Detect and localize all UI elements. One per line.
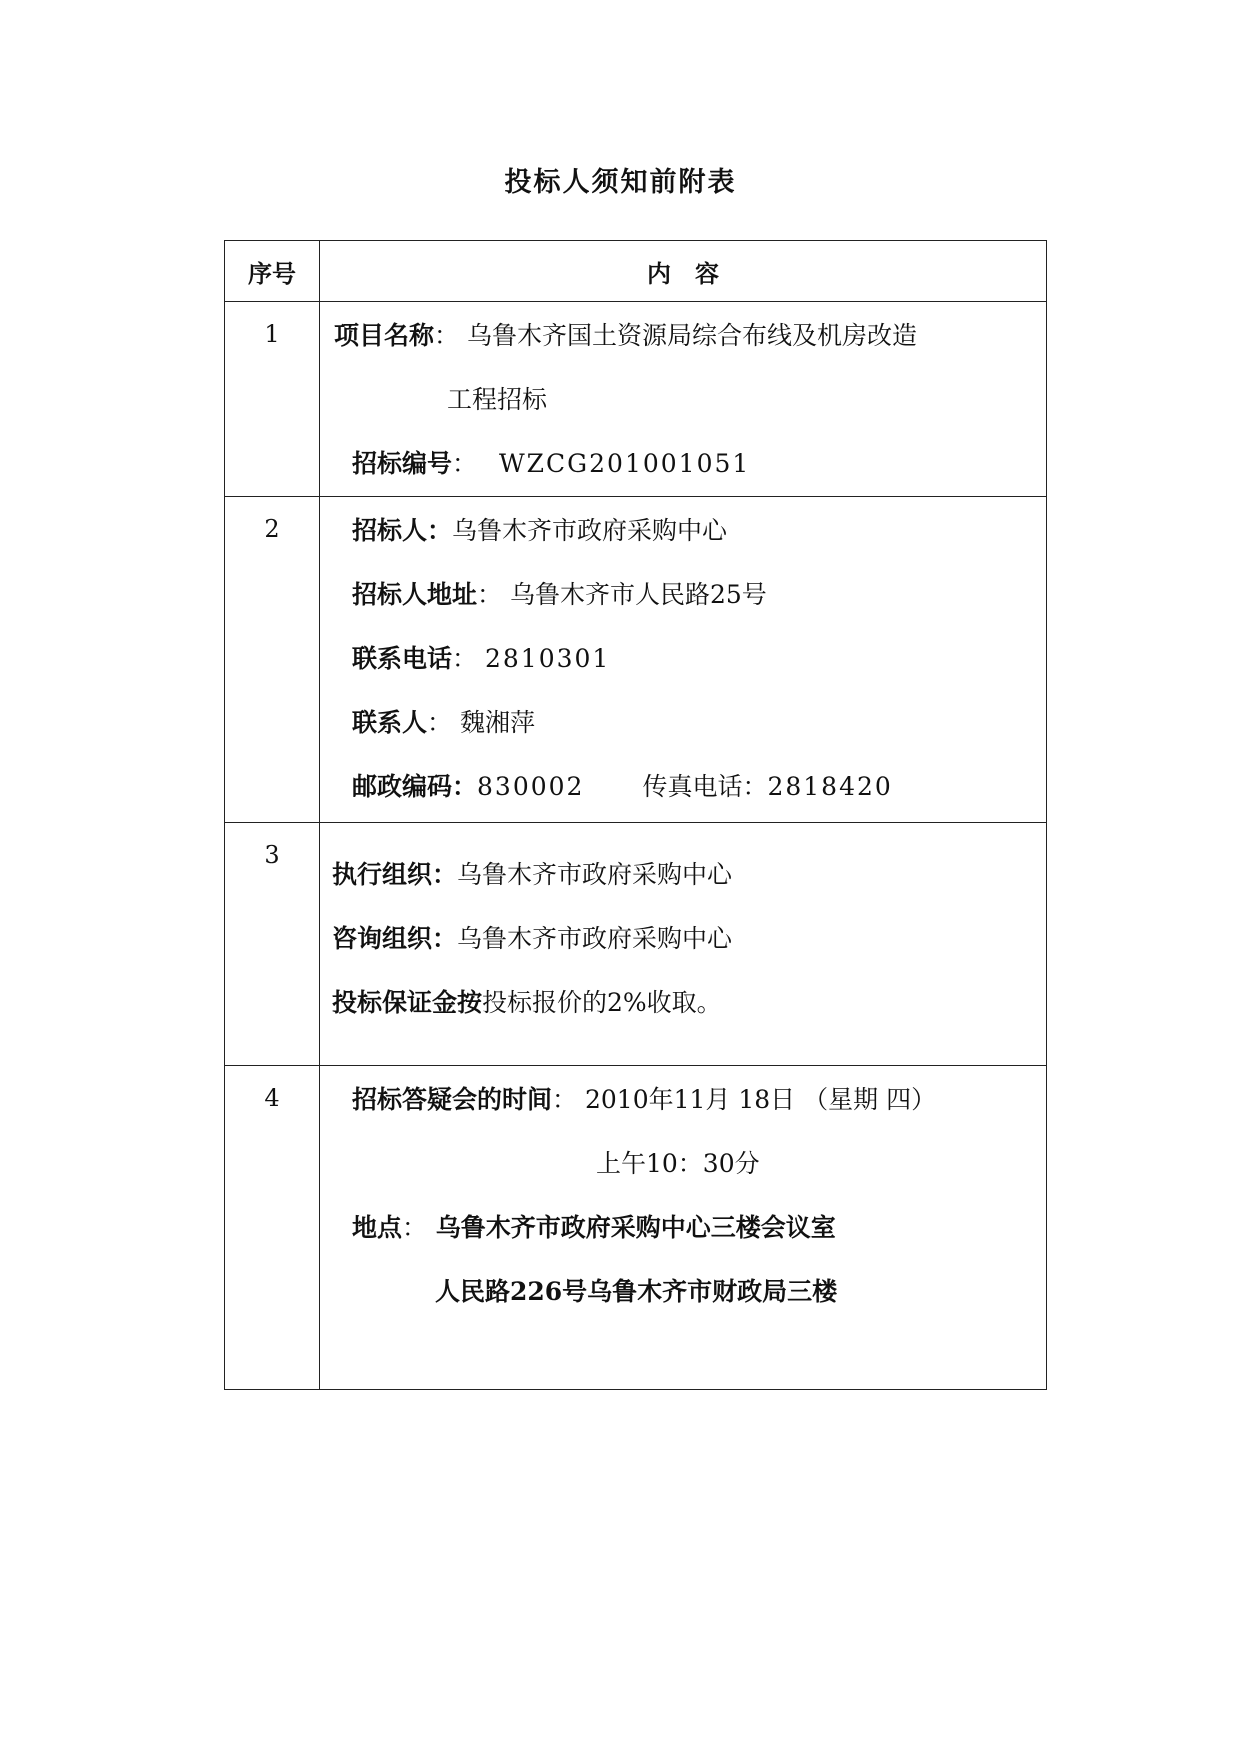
row-number: 1 [264,320,280,349]
project-name-line: 项目名称： 乌鲁木齐国土资源局综合布线及机房改造 [334,321,917,351]
phone-line: 联系电话： 2810301 [352,644,611,674]
tender-no-line: 招标编号： WZCG201001051 [352,449,751,479]
tender-info-table [224,240,1047,1390]
table-row [225,822,1047,1065]
phone-label: 联系电话 [352,644,453,674]
tenderer-label: 招标人： [352,516,453,546]
row-number: 2 [264,515,280,544]
table-row [225,302,1047,497]
postcode-fax-line [320,755,1046,819]
fax-label: 传真电话： [642,772,768,802]
postcode-value: 830002 [477,772,585,802]
address-label: 招标人地址 [352,580,478,610]
address-value: 乌鲁木齐市人民路25号 [509,580,767,610]
deposit-value: 投标报价的2%收取。 [482,987,722,1017]
place-line: 地点： 乌鲁木齐市政府采购中心三楼会议室 [352,1213,836,1243]
deposit-line [320,971,1046,1035]
table-header-row [225,241,1047,302]
qa-time-label: 招标答疑会的时间 [352,1085,553,1115]
exec-label: 执行组织： [332,859,458,889]
qa-time-cont: 上午10：30分 [596,1149,760,1179]
header-seq: 序号 [225,241,320,302]
header-content: 内 容 [320,241,1047,302]
project-name-cont: 工程招标 [447,385,548,415]
row-number: 4 [264,1084,280,1113]
qa-time-value: 2010年11月 18日 （星期 四） [584,1085,937,1115]
postcode-label: 邮政编码： [352,772,478,802]
project-name-value: 乌鲁木齐国土资源局综合布线及机房改造 [466,321,917,351]
phone-value: 2810301 [484,644,611,674]
project-name-label: 项目名称 [334,321,435,351]
exec-value: 乌鲁木齐市政府采购中心 [457,859,733,889]
table-row [225,1066,1047,1390]
tender-no-label: 招标编号 [352,449,453,479]
row-number: 3 [264,840,280,869]
fax-value: 2818420 [767,772,893,802]
tender-no-value: WZCG201001051 [498,449,751,479]
consult-line [320,907,1046,971]
contact-label: 联系人 [352,708,428,738]
consult-value: 乌鲁木齐市政府采购中心 [457,923,733,953]
place-label: 地点 [352,1213,403,1243]
tenderer-value: 乌鲁木齐市政府采购中心 [452,516,728,546]
tenderer-line [320,499,1046,563]
place-cont: 人民路226号乌鲁木齐市财政局三楼 [435,1277,838,1307]
contact-value: 魏湘萍 [459,708,535,738]
qa-time-line: 招标答疑会的时间： 2010年11月 18日 （星期 四） [352,1085,937,1115]
contact-line: 联系人： 魏湘萍 [352,708,535,738]
deposit-label: 投标保证金按 [332,987,483,1017]
table-row [225,497,1047,823]
place-value: 乌鲁木齐市政府采购中心三楼会议室 [435,1213,836,1243]
exec-line [320,843,1046,907]
consult-label: 咨询组织： [332,923,458,953]
address-line: 招标人地址： 乌鲁木齐市人民路25号 [352,580,767,610]
page-title: 投标人须知前附表 [504,167,737,198]
